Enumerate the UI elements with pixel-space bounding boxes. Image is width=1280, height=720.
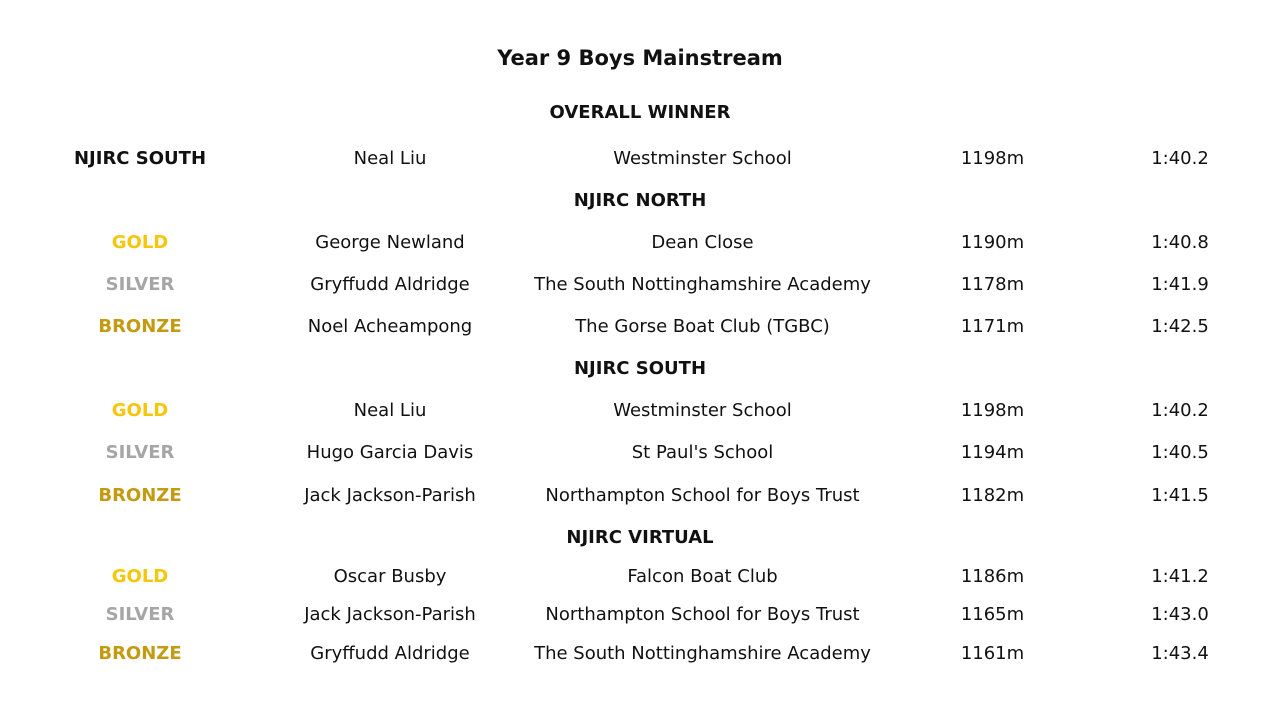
athlete-name: Noel Acheampong <box>307 316 473 337</box>
results-row <box>0 485 1280 511</box>
athlete-name: Jack Jackson-Parish <box>304 485 476 506</box>
athlete-name: Jack Jackson-Parish <box>304 604 476 625</box>
section-heading-south: NJIRC SOUTH <box>573 358 707 379</box>
section-heading-virtual: NJIRC VIRTUAL <box>566 527 714 548</box>
school-name: Westminster School <box>613 148 792 169</box>
results-row <box>0 274 1280 300</box>
athlete-name: Hugo Garcia Davis <box>306 442 474 463</box>
medal-label-gold: GOLD <box>111 400 169 421</box>
distance-value: 1194m <box>960 442 1025 463</box>
medal-label-gold: GOLD <box>111 232 169 253</box>
medal-label-silver: SILVER <box>105 604 175 625</box>
time-value: 1:43.0 <box>1151 604 1209 625</box>
athlete-name: Gryffudd Aldridge <box>310 643 470 664</box>
time-value: 1:41.2 <box>1151 566 1209 587</box>
medal-label-bronze: BRONZE <box>98 485 182 506</box>
school-name: The South Nottinghamshire Academy <box>534 643 871 664</box>
athlete-name: Gryffudd Aldridge <box>310 274 470 295</box>
school-name: Falcon Boat Club <box>627 566 778 587</box>
school-name: The Gorse Boat Club (TGBC) <box>575 316 830 337</box>
page-title: Year 9 Boys Mainstream <box>497 46 783 70</box>
time-value: 1:40.2 <box>1151 148 1209 169</box>
medal-label-gold: GOLD <box>111 566 169 587</box>
distance-value: 1178m <box>960 274 1025 295</box>
athlete-name: Neal Liu <box>353 400 427 421</box>
time-value: 1:43.4 <box>1151 643 1209 664</box>
school-name: St Paul's School <box>631 442 774 463</box>
athlete-name: Neal Liu <box>353 148 427 169</box>
results-row <box>0 400 1280 426</box>
section-heading-north: NJIRC NORTH <box>573 190 707 211</box>
time-value: 1:41.9 <box>1151 274 1209 295</box>
region-label: NJIRC SOUTH <box>73 148 207 169</box>
distance-value: 1198m <box>960 148 1025 169</box>
school-name: Dean Close <box>651 232 754 253</box>
athlete-name: Oscar Busby <box>333 566 447 587</box>
results-row-overall <box>0 148 1280 174</box>
time-value: 1:40.8 <box>1151 232 1209 253</box>
results-row <box>0 442 1280 468</box>
school-name: The South Nottinghamshire Academy <box>534 274 871 295</box>
results-row <box>0 643 1280 669</box>
school-name: Northampton School for Boys Trust <box>545 604 860 625</box>
results-row <box>0 232 1280 258</box>
athlete-name: George Newland <box>315 232 465 253</box>
medal-label-silver: SILVER <box>105 274 175 295</box>
distance-value: 1161m <box>960 643 1025 664</box>
distance-value: 1165m <box>960 604 1025 625</box>
distance-value: 1171m <box>960 316 1025 337</box>
school-name: Northampton School for Boys Trust <box>545 485 860 506</box>
medal-label-bronze: BRONZE <box>98 643 182 664</box>
section-heading-overall: OVERALL WINNER <box>549 102 731 123</box>
distance-value: 1182m <box>960 485 1025 506</box>
medal-label-silver: SILVER <box>105 442 175 463</box>
time-value: 1:42.5 <box>1151 316 1209 337</box>
medal-label-bronze: BRONZE <box>98 316 182 337</box>
school-name: Westminster School <box>613 400 792 421</box>
time-value: 1:41.5 <box>1151 485 1209 506</box>
time-value: 1:40.5 <box>1151 442 1209 463</box>
results-row <box>0 604 1280 630</box>
results-row <box>0 316 1280 342</box>
results-row <box>0 566 1280 592</box>
distance-value: 1186m <box>960 566 1025 587</box>
distance-value: 1190m <box>960 232 1025 253</box>
time-value: 1:40.2 <box>1151 400 1209 421</box>
distance-value: 1198m <box>960 400 1025 421</box>
